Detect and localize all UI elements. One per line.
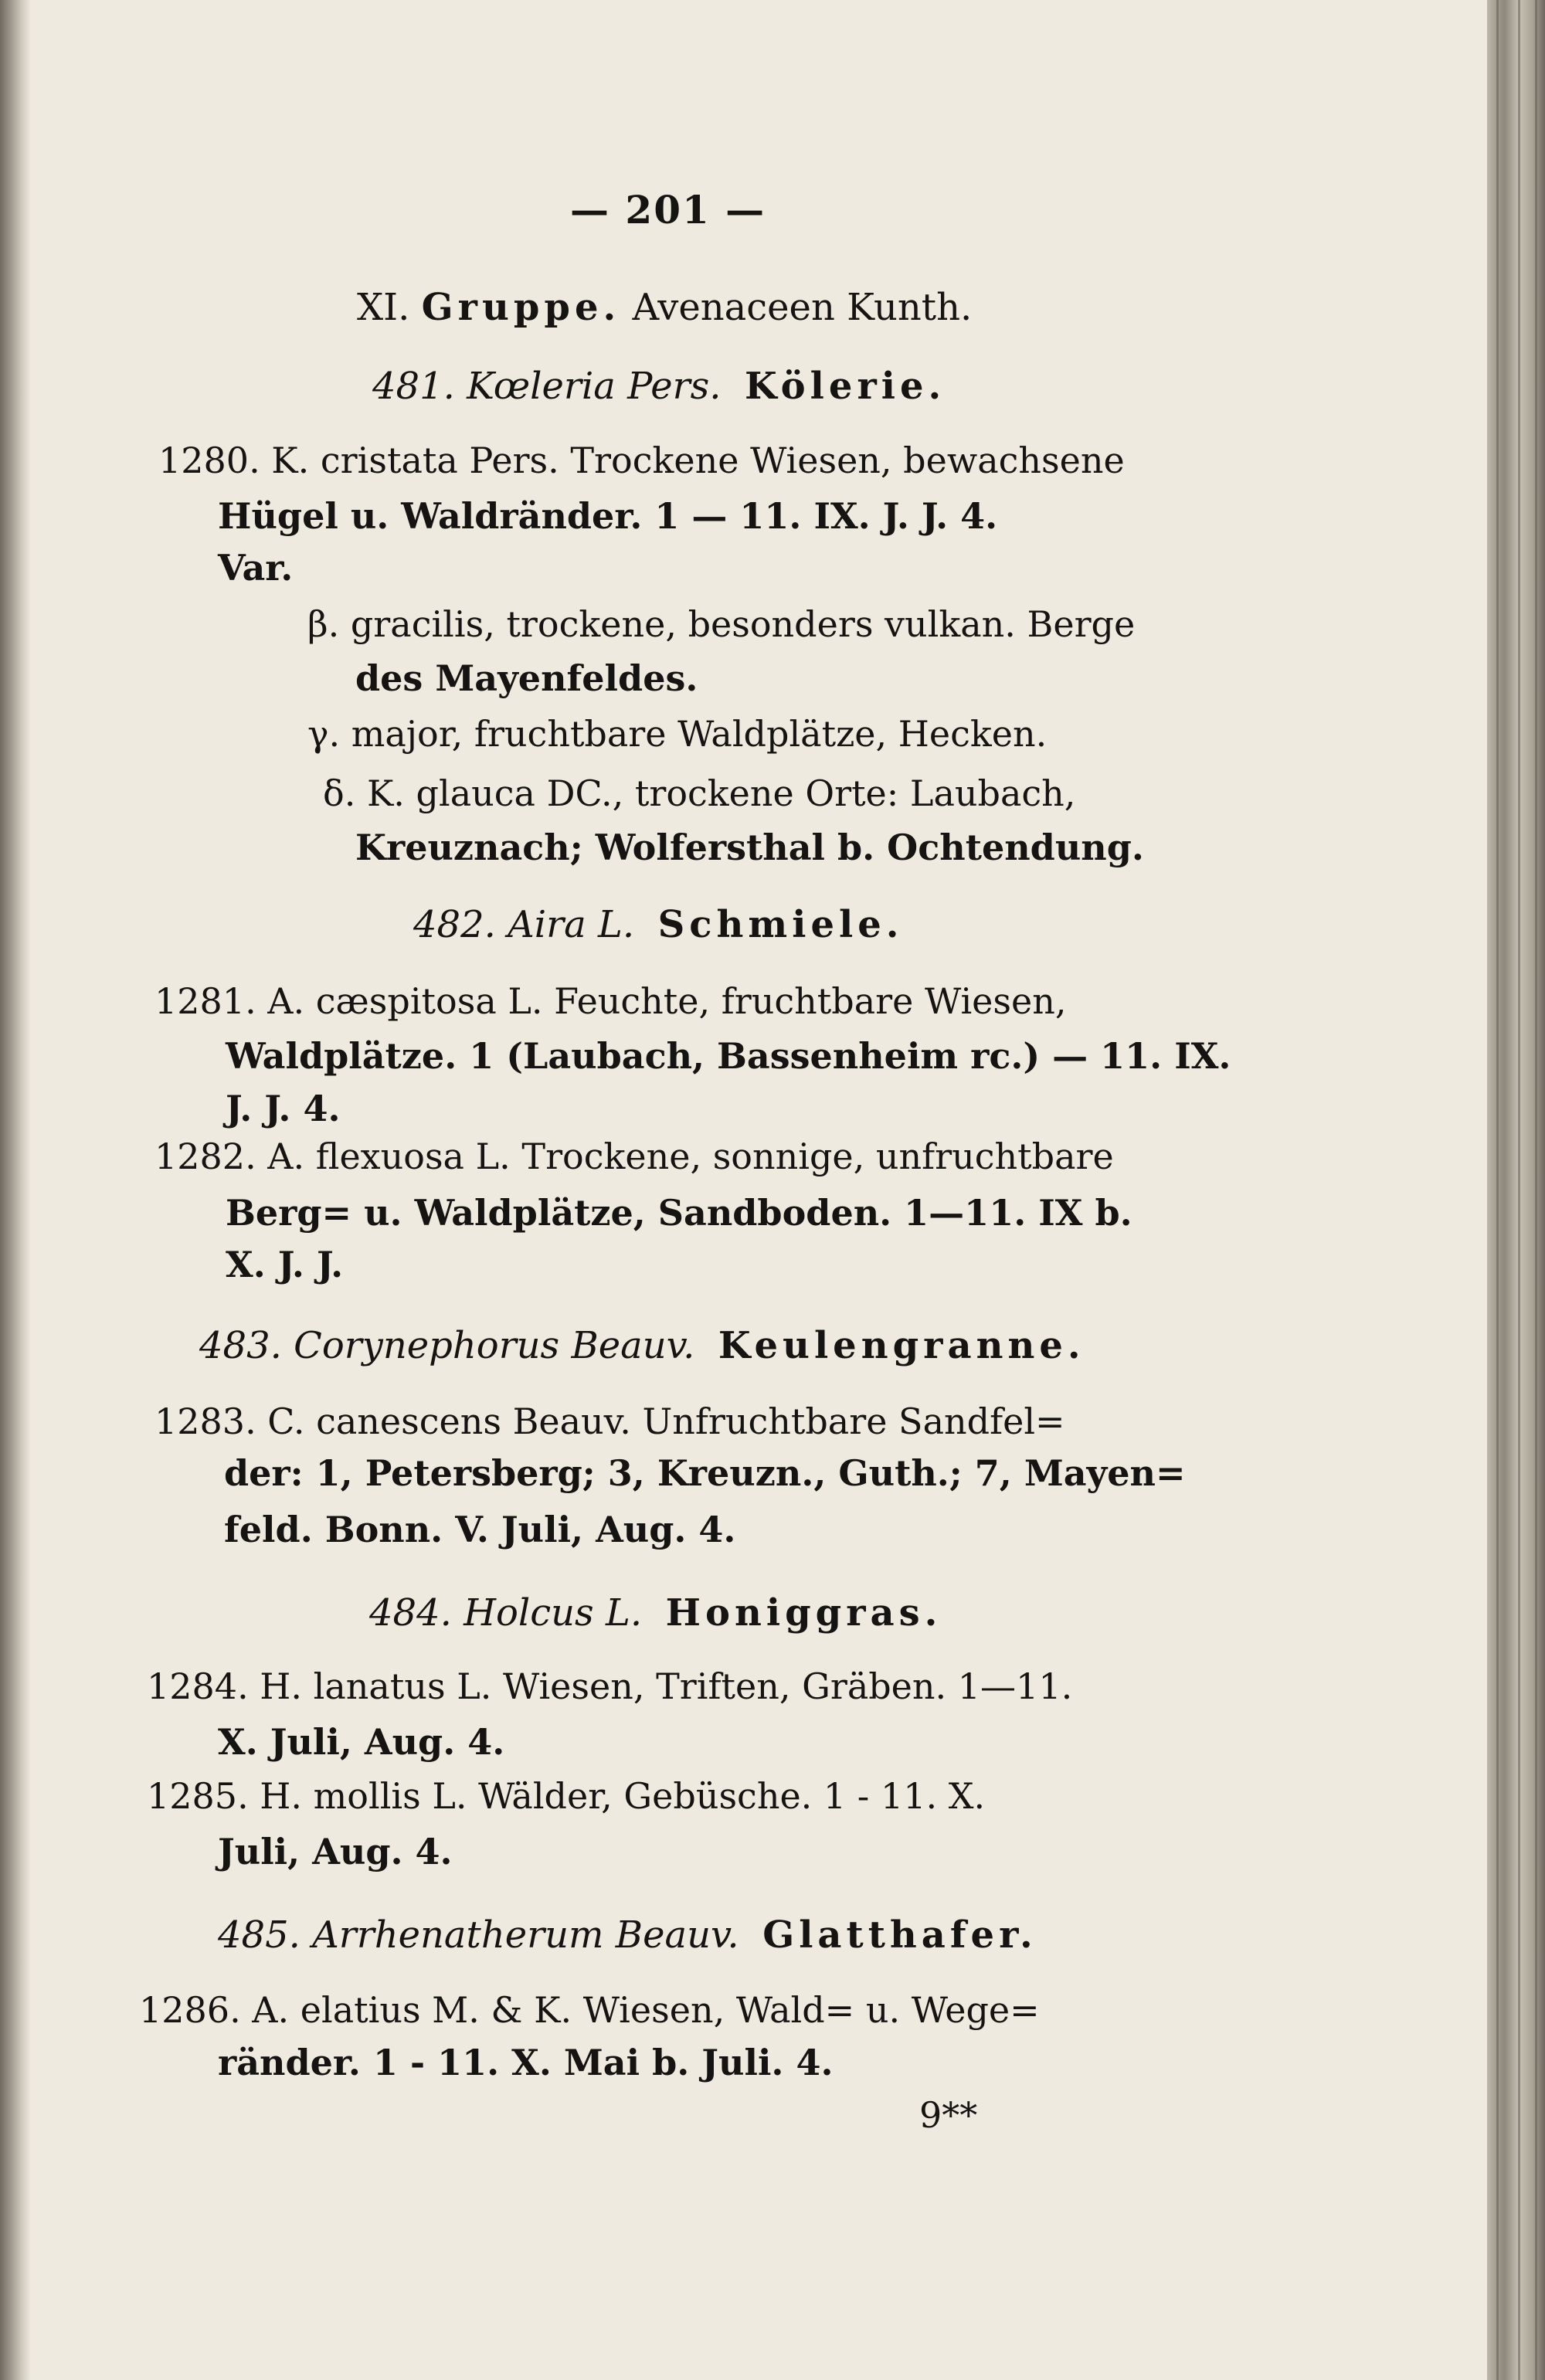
genus-german-name: Kölerie. [745,365,946,408]
entry-line: Waldplätze. 1 (Laubach, Bassenheim rc.) — 11. IX. [226,1035,1231,1077]
entry-line: 1286. A. elatius M. & K. Wiesen, Wald= u. Wege= [139,1989,1040,2031]
group-word: Gruppe. [421,286,621,329]
genus-heading-485 [218,1912,1037,1958]
entry-line: 1281. A. cæspitosa L. Feuchte, fruchtbare Wiesen, [154,980,1067,1022]
book-spine-shadow [0,0,31,2380]
genus-number: 483. [199,1324,282,1367]
genus-name: Kœleria Pers. [467,365,722,408]
entry-line: feld. Bonn. V. Juli, Aug. 4. [224,1509,736,1550]
entry-line: 1280. K. cristata Pers. Trockene Wiesen, bewachsene [158,440,1125,481]
genus-number: 481. [372,365,455,408]
genus-heading-484 [369,1590,942,1636]
genus-german-name: Schmiele. [657,903,904,946]
entry-line: Hügel u. Waldränder. 1 — 11. IX. J. J. 4. [218,495,998,537]
signature-mark: 9** [919,2094,978,2136]
entry-line: Var. [218,547,294,589]
group-roman: XI. [357,286,410,329]
page-edge-line [1496,0,1499,2380]
genus-name: Arrhenatherum Beauv. [312,1913,739,1957]
genus-german-name: Honiggras. [665,1591,942,1635]
entry-line: 1282. A. flexuosa L. Trockene, sonnige, unfruchtbare [154,1136,1114,1177]
entry-line: ränder. 1 - 11. X. Mai b. Juli. 4. [218,2042,834,2083]
entry-line: δ. K. glauca DC., trockene Orte: Laubach, [323,772,1076,814]
entry-line: des Mayenfeldes. [355,657,698,699]
page-number: — 201 — [570,187,766,233]
genus-name: Holcus L. [464,1591,643,1635]
entry-line: γ. major, fruchtbare Waldplätze, Hecken. [307,713,1048,755]
genus-heading-481 [372,363,946,409]
group-name: Avenaceen [632,286,835,329]
genus-heading-483 [199,1322,1085,1369]
entry-line: 1285. H. mollis L. Wälder, Gebüsche. 1 - 11. X. [147,1775,986,1817]
genus-number: 485. [218,1913,301,1957]
entry-line: X. J. J. [226,1244,344,1285]
genus-name: Corynephorus Beauv. [294,1324,695,1367]
genus-german-name: Keulengranne. [718,1324,1085,1367]
group-heading [357,284,972,331]
group-author: Kunth. [847,286,973,329]
entry-line: 1284. H. lanatus L. Wiesen, Triften, Gräben. 1—11. [147,1665,1073,1707]
entry-line: β. gracilis, trockene, besonders vulkan. Berge [307,603,1136,645]
genus-number: 482. [413,903,496,946]
entry-line: J. J. 4. [226,1088,341,1129]
entry-line: Kreuznach; Wolfersthal b. Ochtendung. [355,827,1144,868]
page-edge-stack [1487,0,1545,2380]
genus-heading-482 [413,901,903,948]
page-edge-line [1535,0,1537,2380]
genus-name: Aira L. [508,903,635,946]
genus-german-name: Glatthafer. [762,1913,1037,1957]
entry-line: Berg= u. Waldplätze, Sandboden. 1—11. IX b. [226,1192,1132,1234]
entry-line: Juli, Aug. 4. [218,1831,453,1872]
genus-number: 484. [369,1591,452,1635]
entry-line: 1283. C. canescens Beauv. Unfruchtbare Sandfel= [154,1400,1065,1442]
entry-line: der: 1, Petersberg; 3, Kreuzn., Guth.; 7, Mayen= [224,1452,1186,1494]
entry-line: X. Juli, Aug. 4. [218,1721,505,1763]
page-edge-line [1518,0,1520,2380]
